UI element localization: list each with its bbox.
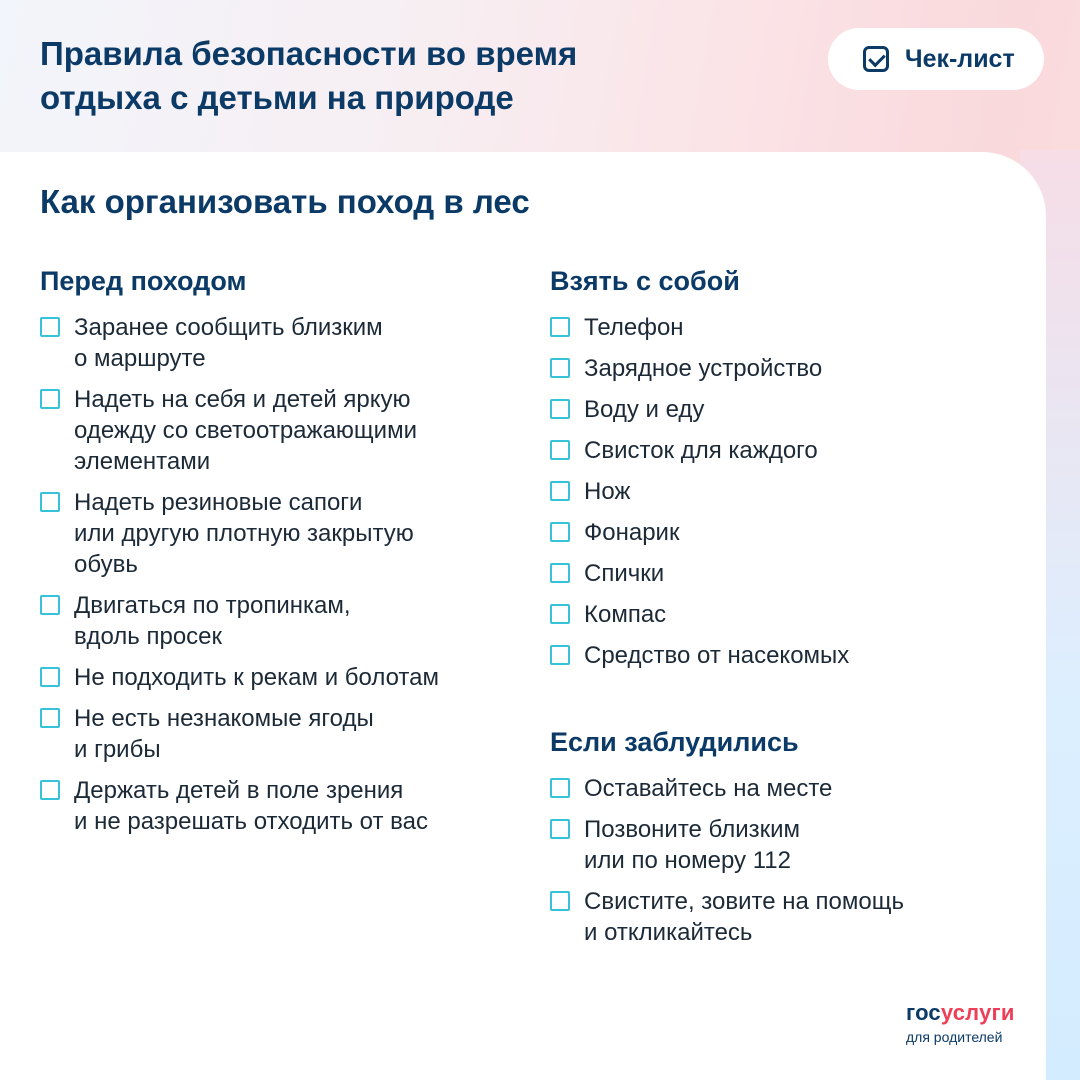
- checklist-item: [550, 476, 1010, 507]
- checklist-item-text: [74, 775, 500, 837]
- checklist-item-line: Не есть незнакомые ягоды: [74, 705, 374, 732]
- checklist-lost: [550, 773, 1010, 948]
- checkbox-icon[interactable]: [40, 667, 60, 687]
- checkbox-icon[interactable]: [550, 645, 570, 665]
- checkbox-icon[interactable]: [550, 317, 570, 337]
- checklist-item: [550, 394, 1010, 425]
- checklist-before: [40, 312, 500, 837]
- checklist-item-text: [74, 312, 500, 374]
- title-line-2: отдыха с детьми на природе: [40, 79, 514, 116]
- checkbox-icon[interactable]: [550, 481, 570, 501]
- checklist-item-text: [74, 590, 500, 652]
- checklist-item-line: Позвоните близким: [584, 816, 801, 843]
- checklist-item-line: Надеть резиновые сапоги: [74, 489, 363, 516]
- checklist-item-line: обувь: [74, 551, 138, 578]
- checklist-take: [550, 312, 1010, 671]
- checklist-badge: [828, 28, 1044, 90]
- checklist-item-line: или другую плотную закрытую: [74, 520, 414, 547]
- checkbox-icon[interactable]: [550, 819, 570, 839]
- checklist-item-text: [584, 773, 1010, 804]
- checklist-item-text: [584, 814, 1010, 876]
- checklist-item-text: [584, 517, 1010, 548]
- checklist-item-text: [584, 476, 1010, 507]
- checklist-item-line: Не подходить к рекам и болотам: [74, 664, 440, 691]
- checklist-item-text: [584, 435, 1010, 466]
- checklist-item: [40, 775, 500, 837]
- checklist-item-line: вдоль просек: [74, 623, 223, 650]
- checklist-item-line: Держать детей в поле зрения: [74, 777, 404, 804]
- checklist-item-text: [74, 662, 500, 693]
- checklist-item-text: [584, 394, 1010, 425]
- checklist-item-line: одежду со светоотражающими: [74, 417, 417, 444]
- checklist-item-line: Зарядное устройство: [584, 355, 823, 382]
- checkbox-icon[interactable]: [550, 563, 570, 583]
- page-title: [40, 32, 680, 120]
- section-take-with: [550, 264, 1010, 681]
- section-title-lost: Если заблудились: [550, 727, 799, 757]
- checklist-item: [550, 353, 1010, 384]
- checklist-item: [40, 312, 500, 374]
- checklist-item-text: [74, 487, 500, 580]
- checklist-item-line: и не разрешать отходить от вас: [74, 808, 428, 835]
- section-title-before: Перед походом: [40, 266, 247, 296]
- checklist-item-line: Оставайтесь на месте: [584, 775, 833, 802]
- checkbox-check-icon: [863, 46, 889, 72]
- checklist-item: [550, 640, 1010, 671]
- checkbox-icon[interactable]: [550, 522, 570, 542]
- checkbox-icon[interactable]: [550, 778, 570, 798]
- checkbox-icon[interactable]: [40, 708, 60, 728]
- checkbox-icon[interactable]: [550, 891, 570, 911]
- section-before-hike: [40, 264, 500, 847]
- checklist-item-line: Фонарик: [584, 519, 680, 546]
- title-line-1: Правила безопасности во время: [40, 35, 578, 72]
- checklist-item-line: Заранее сообщить близким: [74, 314, 383, 341]
- checklist-item-line: Телефон: [584, 314, 684, 341]
- checklist-item-line: элементами: [74, 448, 211, 475]
- checklist-item: [550, 814, 1010, 876]
- checklist-item-line: Спички: [584, 560, 665, 587]
- checklist-item-text: [584, 312, 1010, 343]
- checklist-item-line: Средство от насекомых: [584, 642, 850, 669]
- checkbox-icon[interactable]: [550, 604, 570, 624]
- checkbox-icon[interactable]: [550, 358, 570, 378]
- checklist-item-line: Компас: [584, 601, 667, 628]
- checklist-item: [40, 703, 500, 765]
- checklist-item-line: Двигаться по тропинкам,: [74, 592, 351, 619]
- checklist-item-text: [584, 886, 1010, 948]
- checklist-item-line: или по номеру 112: [584, 847, 791, 874]
- checklist-item-line: Нож: [584, 478, 631, 505]
- checkbox-icon[interactable]: [40, 492, 60, 512]
- checklist-badge-label: Чек-лист: [905, 44, 1015, 73]
- checklist-item-text: [584, 640, 1010, 671]
- checklist-item-line: Воду и еду: [584, 396, 705, 423]
- checklist-item: [550, 558, 1010, 589]
- checklist-item: [550, 599, 1010, 630]
- checklist-item: [550, 886, 1010, 948]
- checklist-item: [40, 590, 500, 652]
- checklist-item: [40, 662, 500, 693]
- checklist-item: [550, 517, 1010, 548]
- checklist-item-line: Свисток для каждого: [584, 437, 818, 464]
- checklist-item-text: [74, 703, 500, 765]
- logo-wordmark: госуслуги: [906, 1000, 1015, 1025]
- checklist-item: [40, 487, 500, 580]
- checklist-item: [40, 384, 500, 477]
- section-if-lost: [550, 725, 1010, 958]
- gosuslugi-logo: [906, 1000, 1015, 1046]
- logo-subtitle: для родителей: [906, 1029, 1003, 1045]
- checklist-item-line: Свистите, зовите на помощь: [584, 888, 904, 915]
- checklist-item-line: о маршруте: [74, 345, 206, 372]
- checklist-item-line: и грибы: [74, 736, 161, 763]
- checkbox-icon[interactable]: [550, 440, 570, 460]
- checklist-item: [550, 312, 1010, 343]
- checkbox-icon[interactable]: [40, 389, 60, 409]
- checkbox-icon[interactable]: [40, 317, 60, 337]
- checklist-item: [550, 435, 1010, 466]
- checkbox-icon[interactable]: [550, 399, 570, 419]
- checkbox-icon[interactable]: [40, 595, 60, 615]
- section-title-take: Взять с собой: [550, 266, 740, 296]
- checkbox-icon[interactable]: [40, 780, 60, 800]
- section-subtitle: Как организовать поход в лес: [40, 183, 530, 220]
- checklist-item-text: [584, 353, 1010, 384]
- checklist-item-line: и откликайтесь: [584, 919, 753, 946]
- checklist-item-text: [74, 384, 500, 477]
- checklist-item-line: Надеть на себя и детей яркую: [74, 386, 411, 413]
- checklist-item-text: [584, 599, 1010, 630]
- checklist-item: [550, 773, 1010, 804]
- checklist-item-text: [584, 558, 1010, 589]
